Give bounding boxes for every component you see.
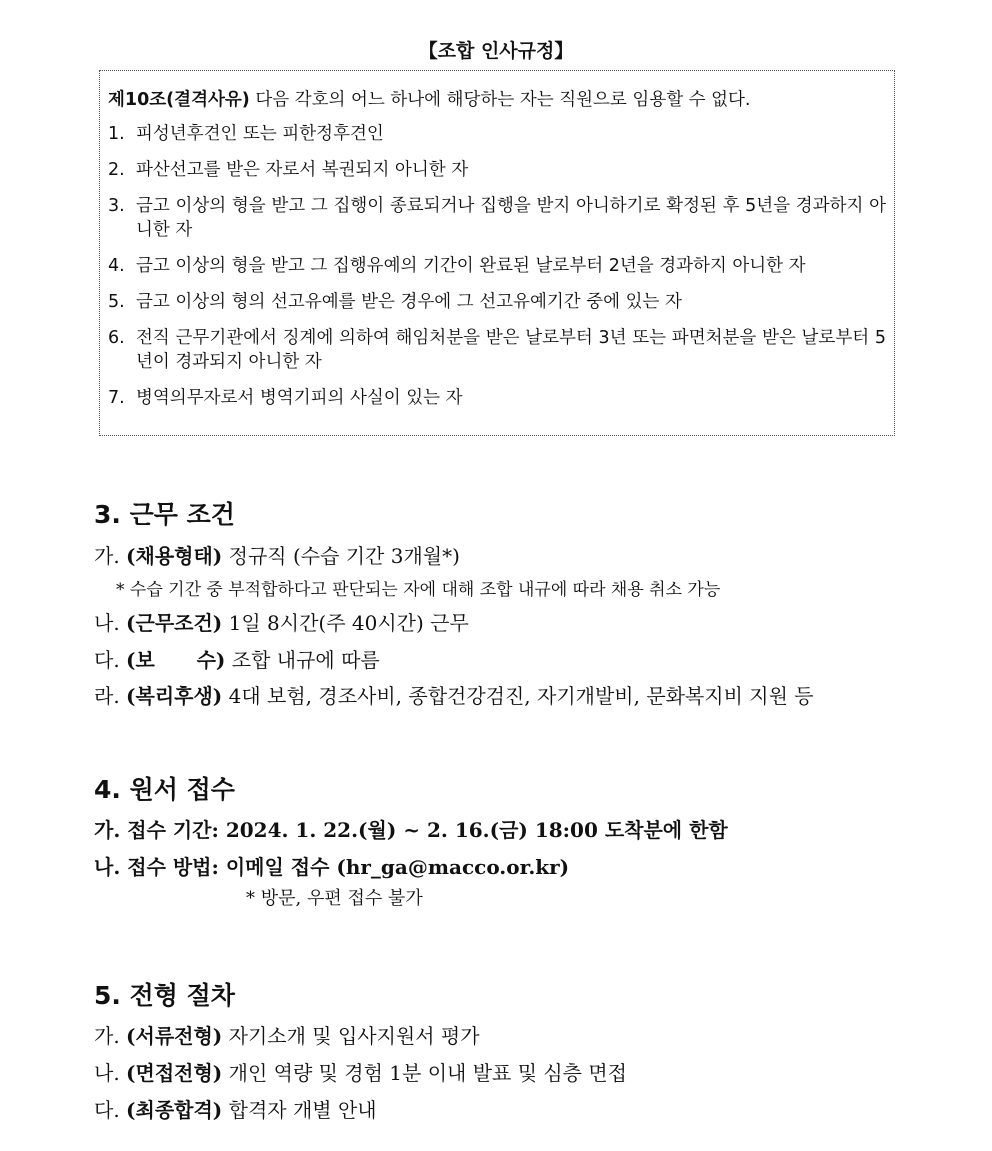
line-text: 자기소개 및 입사지원서 평가 xyxy=(222,1024,480,1048)
rule-item xyxy=(108,326,886,374)
application-period-line: 가. 접수 기간: 2024. 1. 22.(월) ~ 2. 16.(금) 18:00 도착분에 한함 xyxy=(94,818,728,842)
line-label: (면접전형) xyxy=(126,1061,223,1085)
line-label: (근무조건) xyxy=(126,611,223,635)
final-pass-line xyxy=(94,1095,377,1125)
application-note: * 방문, 우편 접수 불가 xyxy=(246,888,423,909)
interview-line xyxy=(94,1058,627,1088)
section-4-heading: 4. 원서 접수 xyxy=(94,775,235,804)
document-screening-line xyxy=(94,1021,480,1051)
section-3-heading: 3. 근무 조건 xyxy=(94,500,235,529)
line-prefix: 나. xyxy=(94,611,127,635)
line-label: (채용형태) xyxy=(126,544,223,568)
line-text: 합격자 개별 안내 xyxy=(222,1098,377,1122)
line-prefix: 가. xyxy=(94,1024,127,1048)
rule-num: 6. xyxy=(108,328,125,348)
line-label: (서류전형) xyxy=(126,1024,223,1048)
rule-num: 2. xyxy=(108,160,125,180)
rule-item xyxy=(108,194,886,242)
employment-type-line xyxy=(94,541,460,571)
rule-text: 피성년후견인 또는 피한정후견인 xyxy=(136,124,384,144)
section-5-heading: 5. 전형 절차 xyxy=(94,981,235,1010)
line-prefix: 나. xyxy=(94,1061,127,1085)
rule-num: 4. xyxy=(108,256,125,276)
line-text: 조합 내규에 따름 xyxy=(225,648,380,672)
line-prefix: 다. xyxy=(94,648,127,672)
rule-text: 금고 이상의 형을 받고 그 집행유예의 기간이 완료된 날로부터 2년을 경과하지 아니한 자 xyxy=(136,256,806,276)
line-text: 4대 보험, 경조사비, 종합건강검진, 자기개발비, 문화복지비 지원 등 xyxy=(222,684,814,708)
line-prefix: 다. xyxy=(94,1098,127,1122)
work-condition-line xyxy=(94,608,469,638)
rule-item xyxy=(108,386,886,410)
rule-num: 1. xyxy=(108,124,125,144)
application-method-line: 나. 접수 방법: 이메일 접수 (hr_ga@macco.or.kr) xyxy=(94,855,570,879)
rule-num: 7. xyxy=(108,388,125,408)
rule-num: 3. xyxy=(108,196,125,216)
article-text: 다음 각호의 어느 하나에 해당하는 자는 직원으로 임용할 수 없다. xyxy=(249,90,751,110)
benefits-line xyxy=(94,681,814,711)
rule-text: 파산선고를 받은 자로서 복권되지 아니한 자 xyxy=(136,160,469,180)
rule-item xyxy=(108,158,886,182)
line-prefix: 가. xyxy=(94,544,127,568)
rule-item xyxy=(108,122,886,146)
line-label: (최종합격) xyxy=(126,1098,223,1122)
probation-note: * 수습 기간 중 부적합하다고 판단되는 자에 대해 조합 내규에 따라 채용 취소 가능 xyxy=(116,580,721,600)
rule-text: 병역의무자로서 병역기피의 사실이 있는 자 xyxy=(136,388,463,408)
line-text: 1일 8시간(주 40시간) 근무 xyxy=(222,611,469,635)
rule-text: 금고 이상의 형을 받고 그 집행이 종료되거나 집행을 받지 아니하기로 확정된 후 5년을 경과하지 아니한 자 xyxy=(136,196,886,240)
line-text: 정규직 (수습 기간 3개월*) xyxy=(222,544,460,568)
rule-text: 금고 이상의 형의 선고유예를 받은 경우에 그 선고유예기간 중에 있는 자 xyxy=(136,292,682,312)
rules-title: 【조합 인사규정】 xyxy=(418,40,574,62)
salary-line xyxy=(94,645,380,675)
line-prefix: 라. xyxy=(94,684,127,708)
rule-item xyxy=(108,290,886,314)
rule-text: 전직 근무기관에서 징계에 의하여 해임처분을 받은 날로부터 3년 또는 파면처분을 받은 날로부터 5년이 경과되지 아니한 자 xyxy=(136,328,886,372)
rule-item xyxy=(108,254,886,278)
rule-num: 5. xyxy=(108,292,125,312)
line-text: 개인 역량 및 경험 1분 이내 발표 및 심층 면접 xyxy=(222,1061,628,1085)
rules-box xyxy=(99,70,895,436)
line-label: (보 수) xyxy=(126,648,226,672)
line-label: (복리후생) xyxy=(126,684,223,708)
article-label: 제10조(결격사유) xyxy=(108,90,250,110)
article-intro xyxy=(108,87,886,113)
